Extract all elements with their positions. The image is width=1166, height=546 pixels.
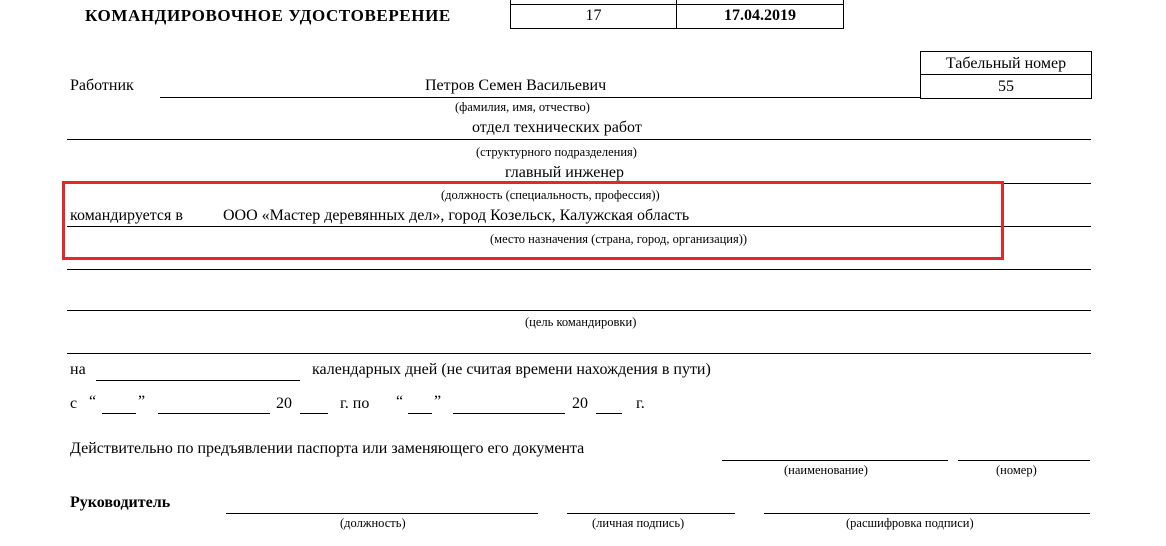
header-table	[510, 0, 844, 29]
doc-number-cell	[511, 0, 677, 28]
to-day-line	[408, 413, 432, 414]
position-value: главный инженер	[505, 164, 624, 181]
head-signature-line	[567, 513, 735, 514]
employee-name: Петров Семен Васильевич	[425, 77, 607, 94]
document-number-caption: (номер)	[996, 463, 1037, 477]
validity-text: Действительно по предъявлении паспорта или заменяющего его документа	[70, 440, 585, 457]
head-label: Руководитель	[70, 494, 171, 511]
period-quote-close-1: ”	[138, 393, 146, 410]
to-year-line	[596, 413, 622, 414]
doc-number: 17	[585, 7, 602, 24]
period-quote-open-2: “	[396, 393, 404, 410]
tabel-value: 55	[998, 78, 1014, 95]
from-month-line	[158, 413, 270, 414]
period-g: г.	[636, 395, 645, 412]
document-name-caption: (наименование)	[784, 463, 868, 477]
duration-on: на	[70, 361, 86, 378]
period-from: с	[70, 395, 78, 412]
highlight-frame	[62, 181, 1004, 260]
destination-caption: (место назначения (страна, город, организация))	[490, 232, 748, 246]
purpose-line-1	[67, 269, 1091, 270]
purpose-line-3	[67, 353, 1091, 354]
purpose-line-2	[67, 310, 1091, 311]
purpose-caption: (цель командировки)	[525, 315, 637, 329]
head-signature-caption: (личная подпись)	[592, 516, 685, 530]
document-name-line	[722, 460, 948, 461]
employee-name-caption: (фамилия, имя, отчество)	[455, 100, 590, 114]
duration-days-text: календарных дней (не считая времени нахождения в пути)	[312, 361, 711, 378]
department-caption: (структурного подразделения)	[476, 145, 637, 159]
period-quote-open-1: “	[89, 393, 97, 410]
department-value: отдел технических работ	[472, 119, 642, 136]
tabel-number-box	[920, 51, 1092, 99]
destination-value: ООО «Мастер деревянных дел», город Козельск, Калужская область	[223, 207, 690, 224]
days-count-line	[96, 380, 300, 381]
document-title: КОМАНДИРОВОЧНОЕ УДОСТОВЕРЕНИЕ	[85, 6, 451, 25]
from-year-line	[300, 413, 328, 414]
period-to: г. по	[340, 395, 370, 412]
doc-date: 17.04.2019	[724, 7, 796, 24]
period-year-1: 20	[276, 395, 292, 412]
employee-label: Работник	[70, 77, 134, 94]
head-decode-line	[764, 513, 1090, 514]
document-number-line	[958, 460, 1090, 461]
head-decode-caption: (расшифровка подписи)	[846, 516, 974, 530]
from-day-line	[102, 413, 136, 414]
employee-name-line	[160, 97, 920, 98]
head-position-caption: (должность)	[340, 516, 406, 530]
period-quote-close-2: ”	[434, 393, 442, 410]
doc-date-cell	[677, 0, 843, 28]
period-year-2: 20	[572, 395, 588, 412]
tabel-label: Табельный номер	[945, 55, 1067, 72]
head-position-line	[226, 513, 538, 514]
department-line	[67, 139, 1091, 140]
to-month-line	[453, 413, 565, 414]
destination-prefix: командируется в	[70, 207, 183, 224]
position-caption: (должность (специальность, профессия))	[441, 188, 660, 202]
